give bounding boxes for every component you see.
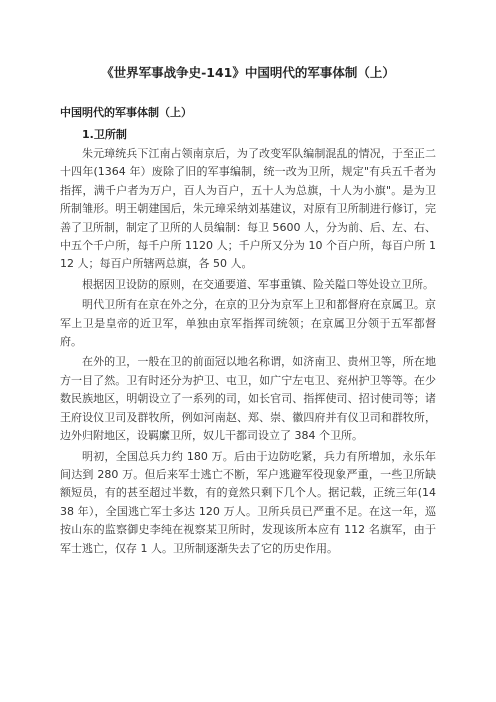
section-title: 中国明代的军事体制（上） <box>60 106 192 119</box>
paragraph-4: 在外的卫，一般在卫的前面冠以地名称谓，如济南卫、贵州卫等，所在地方一目了然。卫有时还分为护卫、屯卫，如广宁左屯卫、兖州护卫等等。在少数民族地区，明朝设立了一系列的司，如长官司、指挥使司、招讨使司等；诸王府设仪卫司及群牧所，例如河南赵、郑、崇、徽四府并有仪卫司和群牧所，边外归附地区，设羁縻卫所，奴儿干都司设立了 384 个卫所。 <box>60 355 436 443</box>
paragraph-3: 明代卫所有在京在外之分，在京的卫分为京军上卫和都督府在京属卫。京军上卫是皇帝的近卫军，单独由京军指挥司统领；在京属卫分领于五军都督府。 <box>60 298 436 349</box>
paragraph-2: 根据因卫设防的原则，在交通要道、军事重镇、险关隘口等处设立卫所。 <box>82 277 434 291</box>
document-title: 《世界军事战争史-141》中国明代的军事体制（上） <box>101 65 395 80</box>
paragraph-1: 朱元璋统兵下江南占领南京后，为了改变军队编制混乱的情况，于至正二十四年(1364 年）废除了旧的军事编制，统一改为卫所，规定"有兵五千者为指挥，满千户者为万户，百人为百户，五十人为总旗，十人为小旗"。是为卫所制雏形。明王朝建国后，朱元璋采纳刘基建议，对原有卫所制进行修订，完善了卫所制，制定了卫所的人员编制：每卫 5600 人，分为前、后、左、右、中五个千户所，每千户所 1120 人；千户所又分为 10 个百户所，每百户所 112 人；每百户所辖两总旗，各 50 人。 <box>60 147 436 271</box>
subsection-title: 1.卫所制 <box>82 128 127 141</box>
paragraph-5: 明初，全国总兵力约 180 万。后由于边防吃紧，兵力有所增加，永乐年间达到 280 万。但后来军士逃亡不断，军户逃避军役现象严重，一些卫所缺额短员，有的甚至超过半数，有的竟然只剩下几个人。据记载，正统三年(1438 年），全国逃亡军士多达 120 万人。卫所兵员已严重不足。在这一年，巡按山东的监察御史李纯在视察某卫所时，发现该所本应有 112 名旗军，由于军士逃亡，仅存 1 人。卫所制逐渐失去了它的历史作用。 <box>60 449 436 555</box>
